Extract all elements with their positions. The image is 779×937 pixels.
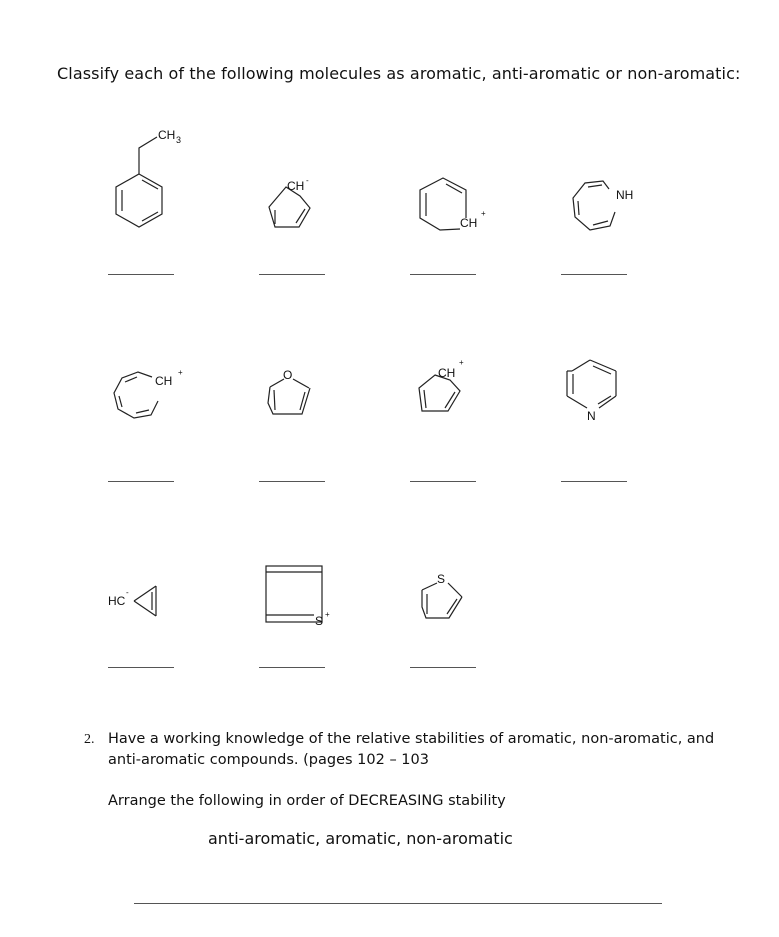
svg-text:CH: CH: [460, 216, 478, 230]
molecule-cyclohexadienyl-cation: [410, 172, 500, 242]
answer-blank-7[interactable]: [410, 481, 476, 482]
answer-blank-9[interactable]: [108, 667, 174, 668]
answer-blank-2[interactable]: [259, 274, 325, 275]
molecule-cyclopropenyl-anion: [105, 580, 175, 620]
molecule-thiete-cation: [262, 563, 342, 633]
question-2-text: Have a working knowledge of the relative stabilities of aromatic, non-aromatic, and anti-aromatic compounds. (pages 102 – 103: [108, 731, 715, 768]
molecule-furan: [260, 365, 320, 420]
question-2-number: 2.: [84, 732, 95, 747]
answer-blank-4[interactable]: [561, 274, 627, 275]
svg-text:HC: HC: [108, 594, 126, 608]
answer-blank-11[interactable]: [410, 667, 476, 668]
answer-blank-8[interactable]: [561, 481, 627, 482]
svg-text:S: S: [437, 572, 446, 586]
svg-text:S: S: [315, 614, 324, 628]
answer-line[interactable]: [134, 903, 662, 904]
question-2-items: anti-aromatic, aromatic, non-aromatic: [208, 829, 513, 848]
molecule-thiophene: [410, 568, 475, 628]
svg-text:CH: CH: [158, 128, 176, 142]
answer-blank-1[interactable]: [108, 274, 174, 275]
svg-text:-: -: [126, 588, 129, 597]
svg-text:NH: NH: [616, 188, 634, 202]
svg-text:CH: CH: [438, 366, 456, 380]
svg-text:CH: CH: [287, 179, 305, 193]
svg-text:+: +: [481, 209, 486, 218]
molecule-azepine: [565, 170, 645, 240]
question-2: [84, 729, 744, 771]
question-1-prompt: Classify each of the following molecules as aromatic, anti-aromatic or non-aromatic:: [57, 64, 741, 83]
svg-text:3: 3: [176, 135, 182, 145]
svg-text:N: N: [587, 409, 596, 423]
svg-text:O: O: [283, 368, 293, 382]
svg-text:+: +: [325, 610, 330, 619]
molecule-ethylbenzene: [105, 118, 185, 233]
molecule-pyridine: [562, 355, 627, 425]
svg-text:+: +: [178, 368, 183, 377]
question-2-instruction: Arrange the following in order of DECREASING stability: [108, 793, 506, 809]
answer-blank-5[interactable]: [108, 481, 174, 482]
answer-blank-3[interactable]: [410, 274, 476, 275]
svg-text:+: +: [459, 358, 464, 367]
svg-text:CH: CH: [155, 374, 173, 388]
answer-blank-10[interactable]: [259, 667, 325, 668]
molecule-cyclopentadienyl-cation: [410, 358, 480, 418]
molecule-cyclopentadienyl-anion: [258, 172, 328, 237]
molecule-cycloheptatrienyl-cation: [108, 365, 188, 425]
svg-text:-: -: [306, 176, 309, 185]
answer-blank-6[interactable]: [259, 481, 325, 482]
